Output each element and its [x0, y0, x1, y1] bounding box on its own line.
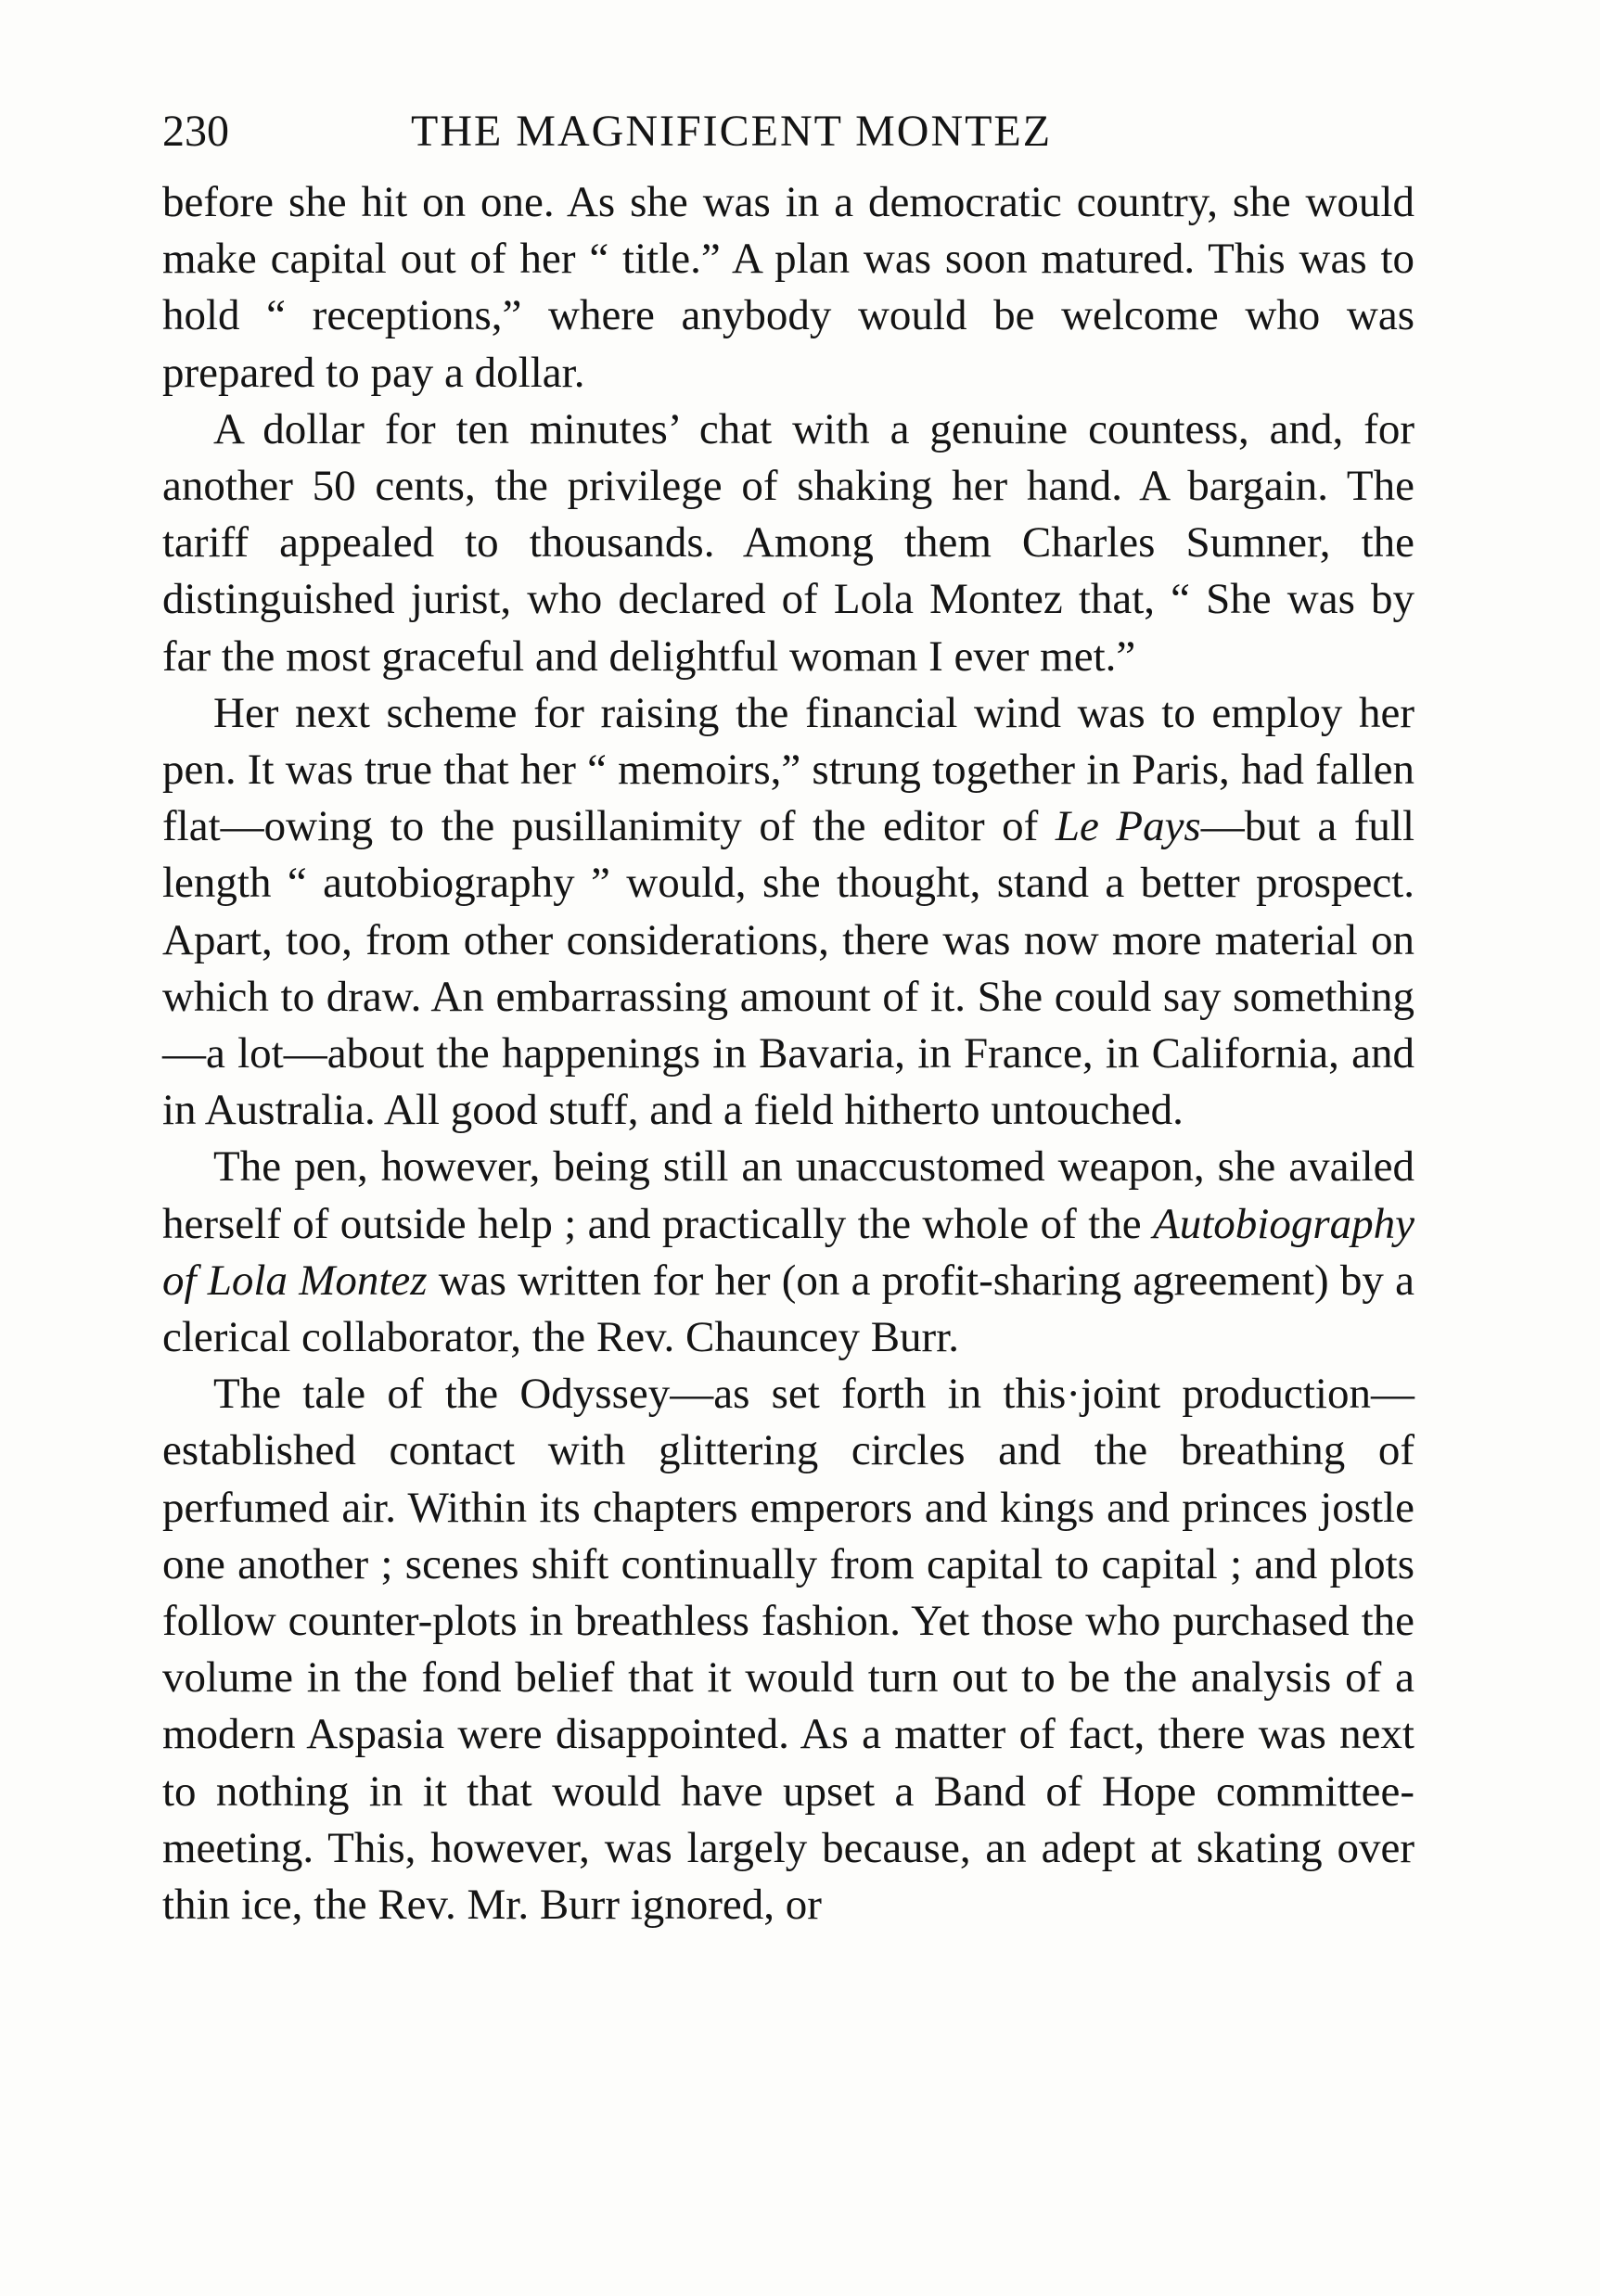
book-title: Autobiography of Lola Montez — [162, 1199, 1414, 1305]
paragraph-4 — [162, 1139, 1414, 1366]
running-title: THE MAGNIFICENT MONTEZ — [411, 107, 1053, 156]
paragraph-3-text-b: —but a full length “ autobiography ” would, she thought, stand a better prospect. Apart, too, from other considerations, there was now more material on which to draw. An embarrassing amount of it. She could say something—a lot—about the happenings in Bavaria, in France, in California, and in Australia. All good stuff, and a field hitherto untouched. — [162, 802, 1414, 1135]
paragraph-2: A dollar for ten minutes’ chat with a genuine countess, and, for another 50 cents, the privilege of shaking her hand. A bargain. The tariff appealed to thousands. Among them Charles Sumner, the distinguished jurist, who declared of Lola Montez that, “ She was by far the most graceful and delightful woman I ever met.” — [162, 404, 1414, 681]
paragraph-4-text-b: was written for her (on a profit-sharing agreement) by a clerical collaborator, the Rev. Chauncey Burr. — [162, 1256, 1414, 1362]
paragraph-5: The tale of the Odyssey—as set forth in this·joint production—established contact with glittering circles and the breathing of perfumed air. Within its chapters emperors and kings and princes jostle one another ; scenes shift continually from capital to capital ; and plots follow counter-plots in breathless fashion. Yet those who purchased the volume in the fond belief that it would turn out to be the analysis of a modern Aspasia were disappointed. As a matter of fact, there was next to nothing in it that would have upset a Band of Hope committee-meeting. This, however, was largely because, an adept at skating over thin ice, the Rev. Mr. Burr ignored, or — [162, 1370, 1414, 1930]
periodical-title: Le Pays — [1055, 802, 1201, 851]
paragraph-3-text-a: Her next scheme for raising the financial wind was to employ her pen. It was true that her “ memoirs,” strung together in Paris, had fallen flat—owing to the pusillanimity of the editor of — [162, 688, 1414, 851]
body-text — [162, 174, 1414, 1933]
paragraph-1: before she hit on one. As she was in a democratic country, she would make capital out of her “ title.” A plan was soon matured. This was to hold “ receptions,” where anybody would be welcome who was prepared to pay a dollar. — [162, 178, 1414, 397]
paragraph-3 — [162, 685, 1414, 1140]
page-number: 230 — [162, 107, 229, 156]
paragraph-4-text-a: The pen, however, being still an unaccustomed weapon, she availed herself of outside help ; and practically the whole of the — [162, 1142, 1414, 1248]
